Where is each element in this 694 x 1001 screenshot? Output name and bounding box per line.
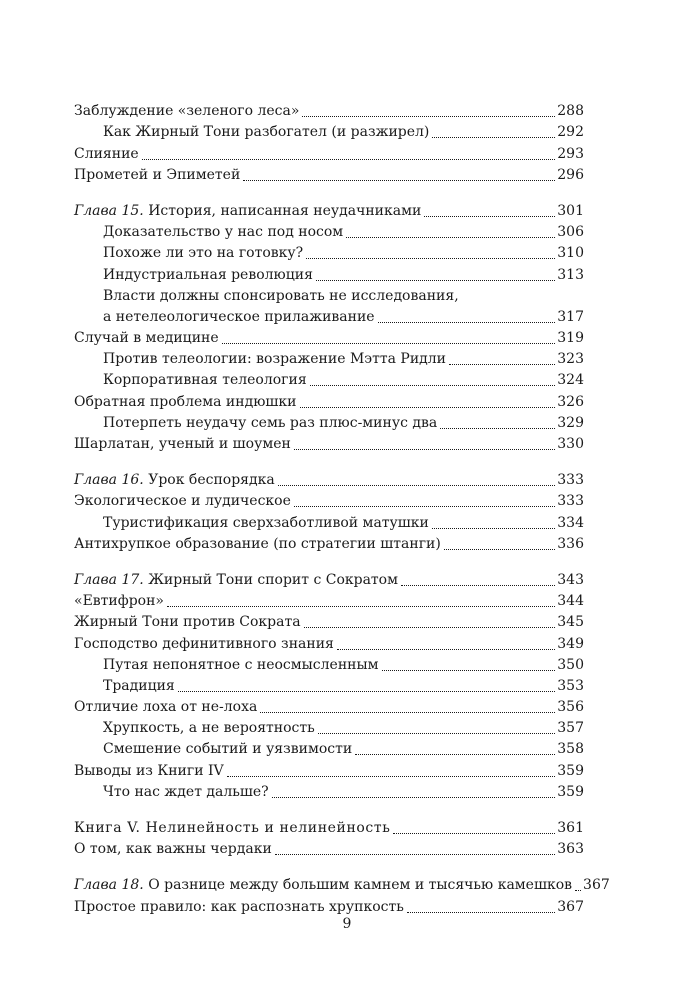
toc-entry-title: [74, 839, 272, 860]
toc-entry-text: Урок беспорядка: [143, 472, 275, 489]
dot-leader: [424, 216, 555, 217]
dot-leader: [142, 159, 556, 160]
toc-entry-text: Антихрупкое образование (по стратегии штанги): [74, 535, 441, 552]
section-gap: [74, 860, 584, 875]
toc-page-number: 361: [557, 820, 584, 836]
toc-entry-text: «Евтифрон»: [74, 593, 164, 610]
toc-entry-title: [103, 655, 379, 676]
toc-entry[interactable]: [74, 391, 584, 412]
toc-entry-title: [74, 612, 301, 633]
toc-entry-title: [74, 434, 291, 455]
toc-entry-title: [74, 491, 291, 512]
dot-leader: [432, 137, 555, 138]
toc-entry-title: [74, 761, 224, 782]
dot-leader: [444, 549, 555, 550]
toc-entry-title: [74, 897, 404, 918]
dot-leader: [310, 385, 556, 386]
toc-entry[interactable]: [74, 370, 584, 391]
toc-entry-text: Против телеологии: возражение Мэтта Ридли: [103, 351, 447, 368]
toc-page-number: 326: [557, 393, 584, 410]
toc-page-number: 330: [557, 436, 584, 452]
page-number: 9: [342, 916, 352, 932]
toc-page-number: 353: [557, 677, 584, 694]
toc-entry-text: История, написанная неудачниками: [143, 202, 422, 219]
toc-entry-title: [74, 534, 441, 555]
toc-entry-title: [74, 591, 164, 612]
toc-page-number: 334: [557, 514, 584, 531]
dot-leader: [407, 912, 555, 913]
toc-page-number: 350: [557, 656, 584, 673]
dot-leader: [318, 733, 556, 734]
dot-leader: [449, 364, 555, 365]
toc-chapter-entry[interactable]: [74, 470, 584, 491]
toc-entry-text: Доказательство у нас под носом: [103, 224, 344, 241]
toc-entry-text: Господство дефинитивного знания: [74, 635, 334, 652]
toc-entry[interactable]: [74, 591, 584, 612]
dot-leader: [272, 797, 556, 798]
toc-page-number: 367: [583, 877, 610, 894]
dot-leader: [294, 449, 555, 450]
dot-leader: [300, 407, 556, 408]
toc-entry[interactable]: [74, 243, 584, 264]
chapter-label: Глава 17.: [74, 571, 144, 588]
section-gap: [74, 555, 584, 570]
toc-entry-title: [74, 392, 297, 413]
toc-entry[interactable]: [74, 612, 584, 633]
toc-entry-title: [103, 307, 375, 328]
dot-leader: [275, 854, 555, 855]
toc-entry-text: Традиция: [103, 677, 175, 694]
toc-entry-text: Простое правило: как распознать хрупкость: [74, 898, 404, 915]
toc-entry[interactable]: [74, 718, 584, 739]
chapter-label: Глава 15.: [74, 202, 144, 219]
toc-entry[interactable]: [74, 165, 584, 186]
toc-entry-text: Похоже ли это на готовку?: [103, 245, 304, 262]
toc-entry[interactable]: [74, 101, 584, 122]
toc-page-number: 336: [557, 535, 584, 552]
toc-entry-text: Хрупкость, а не вероятность: [103, 720, 315, 737]
toc-entry-title: [103, 739, 352, 760]
section-gap: [74, 186, 584, 201]
toc-page-number: 306: [557, 224, 584, 241]
toc-entry[interactable]: [74, 896, 584, 917]
toc-entry-text: Власти должны спонсировать не исследования,: [103, 287, 459, 304]
dot-leader: [575, 890, 581, 891]
toc-page-number: 356: [557, 699, 584, 716]
toc-page-number: 343: [557, 571, 584, 588]
toc-page-number: 363: [557, 841, 584, 858]
dot-leader: [306, 258, 555, 259]
toc-chapter-entry[interactable]: [74, 570, 584, 591]
toc-entry-text: Смешение событий и уязвимости: [103, 741, 353, 758]
table-of-contents: [74, 101, 610, 918]
dot-leader: [278, 485, 556, 486]
toc-page-number: 333: [557, 493, 584, 510]
toc-page-number: 359: [557, 783, 584, 800]
toc-entry[interactable]: [74, 286, 584, 328]
toc-entry[interactable]: [74, 413, 584, 434]
toc-page-number: 324: [557, 372, 584, 389]
toc-page-number: 344: [557, 593, 584, 610]
toc-page-number: 359: [557, 762, 584, 779]
toc-entry[interactable]: [74, 534, 584, 555]
toc-entry-text: Туристификация сверхзаботливой матушки: [103, 514, 429, 531]
toc-entry-title: [74, 697, 257, 718]
toc-page-number: 358: [557, 741, 584, 758]
toc-chapter-entry[interactable]: [74, 201, 584, 222]
dot-leader: [294, 506, 555, 507]
dot-leader: [260, 712, 555, 713]
toc-entry[interactable]: [74, 328, 584, 349]
toc-entry[interactable]: [74, 349, 584, 370]
toc-entry[interactable]: [74, 143, 584, 164]
dot-leader: [432, 528, 555, 529]
toc-entry-title: [103, 413, 437, 434]
toc-entry[interactable]: [74, 839, 584, 860]
toc-page-number: 349: [557, 635, 584, 652]
toc-entry[interactable]: [74, 512, 584, 533]
toc-entry-title: [103, 122, 429, 143]
toc-page-number: 345: [557, 614, 584, 631]
toc-entry-text: Книга V. Нелинейность и нелинейность: [74, 820, 391, 836]
toc-page-number: 319: [557, 330, 584, 347]
dot-leader: [346, 237, 555, 238]
toc-entry-text: Индустриальная революция: [103, 266, 313, 283]
toc-page-number: 301: [557, 202, 584, 219]
dot-leader: [378, 322, 556, 323]
toc-entry-title: [103, 513, 429, 534]
toc-entry-title: [103, 370, 307, 391]
toc-entry-text: Обратная проблема индюшки: [74, 393, 297, 410]
toc-entry-title: [103, 265, 313, 286]
toc-entry[interactable]: [74, 655, 584, 676]
toc-entry[interactable]: [74, 491, 584, 512]
dot-leader: [222, 343, 556, 344]
toc-entry-text: О разнице между большим камнем и тысячью камешков: [143, 877, 573, 894]
toc-entry-title: [103, 718, 315, 739]
toc-entry-text: Жирный Тони против Сократа: [74, 614, 301, 631]
toc-page-number: 323: [557, 351, 584, 368]
dot-leader: [355, 754, 555, 755]
section-gap: [74, 455, 584, 470]
toc-entry-title: [103, 222, 343, 243]
toc-entry-text: Слияние: [74, 145, 139, 162]
toc-entry-title: [74, 570, 398, 591]
toc-entry[interactable]: [74, 633, 584, 654]
toc-entry-text: а нетелеологическое прилаживание: [103, 308, 375, 325]
dot-leader: [393, 833, 555, 834]
toc-page-number: 333: [557, 472, 584, 489]
toc-entry-text: Заблуждение «зеленого леса»: [74, 103, 300, 120]
dot-leader: [401, 585, 555, 586]
toc-entry-title: [103, 288, 459, 304]
toc-entry[interactable]: [74, 782, 584, 803]
toc-entry-line: [103, 307, 584, 328]
dot-leader: [316, 280, 555, 281]
toc-page-number: 288: [557, 103, 584, 120]
toc-entry[interactable]: [74, 222, 584, 243]
toc-entry-title: [103, 782, 269, 803]
toc-entry-title: [74, 818, 390, 839]
toc-entry-title: [74, 634, 334, 655]
dot-leader: [227, 776, 556, 777]
toc-page-number: 357: [557, 720, 584, 737]
toc-entry-text: Отличие лоха от не-лоха: [74, 699, 258, 716]
toc-entry-text: Прометей и Эпиметей: [74, 166, 241, 183]
chapter-label: Глава 18.: [74, 877, 144, 894]
toc-book-entry[interactable]: [74, 818, 584, 839]
toc-page-number: 310: [557, 245, 584, 262]
toc-entry-title: [74, 101, 299, 122]
toc-page-number: 296: [557, 166, 584, 183]
toc-entry-title: [74, 470, 275, 491]
toc-page-number: 317: [557, 308, 584, 325]
toc-entry-text: Экологическое и лудическое: [74, 493, 291, 510]
toc-entry-text: Потерпеть неудачу семь раз плюс-минус два: [103, 414, 438, 431]
toc-entry[interactable]: [74, 264, 584, 285]
toc-entry-text: О том, как важны чердаки: [74, 841, 272, 858]
toc-entry-text: Выводы из Книги IV: [74, 762, 224, 779]
toc-entry-text: Корпоративная телеология: [103, 372, 307, 389]
toc-entry[interactable]: [74, 697, 584, 718]
dot-leader: [337, 649, 555, 650]
toc-entry-title: [74, 201, 421, 222]
dot-leader: [382, 670, 556, 671]
toc-entry[interactable]: [74, 760, 584, 781]
toc-entry-title: [74, 875, 572, 896]
toc-entry-title: [103, 243, 303, 264]
dot-leader: [167, 606, 555, 607]
toc-entry-title: [74, 328, 219, 349]
toc-page-number: 292: [557, 124, 584, 141]
toc-entry-text: Жирный Тони спорит с Сократом: [143, 571, 398, 588]
toc-chapter-entry[interactable]: [74, 875, 610, 896]
dot-leader: [178, 691, 556, 692]
toc-entry-title: [103, 349, 446, 370]
toc-entry-text: Что нас ждет дальше?: [103, 783, 269, 800]
toc-entry[interactable]: [74, 676, 584, 697]
dot-leader: [243, 180, 555, 181]
toc-entry-title: [74, 144, 139, 165]
toc-entry-title: [74, 165, 240, 186]
toc-entry-title: [103, 676, 175, 697]
toc-entry[interactable]: [74, 434, 584, 455]
chapter-label: Глава 16.: [74, 472, 144, 489]
toc-entry-text: Случай в медицине: [74, 330, 219, 347]
toc-entry-text: Путая непонятное с неосмысленным: [103, 656, 379, 673]
section-gap: [74, 803, 584, 818]
toc-page-number: 313: [557, 266, 584, 283]
toc-entry-text: Как Жирный Тони разбогател (и разжирел): [103, 124, 430, 141]
toc-page-number: 293: [557, 145, 584, 162]
toc-entry-line: [103, 286, 584, 307]
toc-page-number: 329: [557, 414, 584, 431]
toc-entry-text: Шарлатан, ученый и шоумен: [74, 436, 291, 452]
toc-entry[interactable]: [74, 739, 584, 760]
toc-entry[interactable]: [74, 122, 584, 143]
toc-page-number: 367: [557, 898, 584, 915]
dot-leader: [302, 116, 555, 117]
dot-leader: [440, 428, 555, 429]
dot-leader: [304, 627, 556, 628]
